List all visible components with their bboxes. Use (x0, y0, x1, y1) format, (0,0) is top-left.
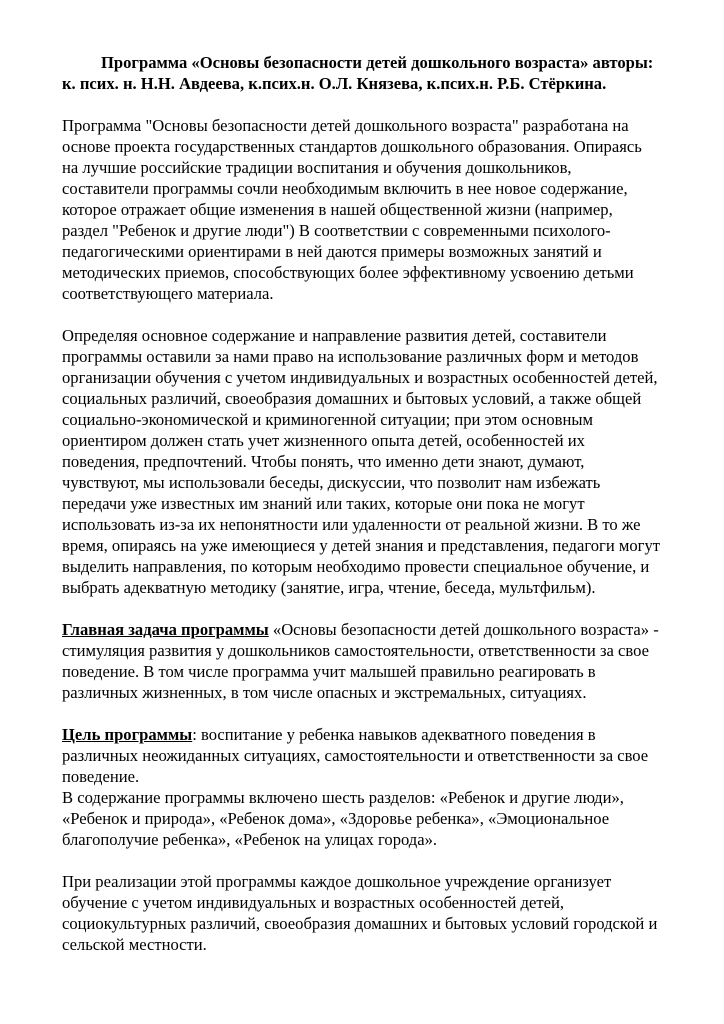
main-task-text: «Основы безопасности детей дошкольного возраста» - стимуляция развития у дошкольников самостоятельности, ответственности за свое поведение. В том числе программа учит малышей правильно реагировать в различных жизненных, в том числе опасных и экстремальных, ситуациях. (62, 620, 659, 702)
paragraph-intro: Программа "Основы безопасности детей дошкольного возраста" разработана на основе проекта государственных стандартов дошкольного образования. Опираясь на лучшие российские традиции воспитания и обучения дошкольников, составители программы сочли необходимым включить в нее новое содержание, которое отражает общие изменения в нашей общественной жизни (например, раздел "Ребенок и другие люди") В соответствии с современными психолого-педагогическими ориентирами в ней даются примеры возможных занятий и методических приемов, способствующих более эффективному усвоению детьми соответствующего материала. (62, 116, 642, 303)
main-task-label: Главная задача программы (62, 620, 269, 639)
goal-text: : воспитание у ребенка навыков адекватного поведения в различных неожиданных ситуациях, самостоятельности и ответственности за свое поведение. (62, 725, 649, 786)
paragraph-goal (62, 724, 662, 850)
paragraph-main-task (62, 619, 662, 703)
sections-line: В содержание программы включено шесть разделов: «Ребенок и другие люди», «Ребенок и природа», «Ребенок дома», «Здоровье ребенка», «Эмоциональное благополучие ребенка», «Ребенок на улицах города». (62, 788, 624, 849)
goal-label: Цель программы (62, 725, 193, 744)
document-title: Программа «Основы безопасности детей дошкольного возраста» авторы: к. псих. н. Н.Н. Авдеева, к.псих.н. О.Л. Князева, к.псих.н. Р.Б. Стёркина. (62, 53, 654, 93)
goal-line (62, 724, 662, 787)
paragraph-implementation: При реализации этой программы каждое дошкольное учреждение организует обучение с учетом индивидуальных и возрастных особенностей детей, социокультурных различий, своеобразия домашних и бытовых условий городской и сельской местности. (62, 872, 658, 954)
paragraph-approach: Определяя основное содержание и направление развития детей, составители программы оставили за нами право на использование различных форм и методов организации обучения с учетом индивидуальных и возрастных особенностей детей, социальных различий, своеобразия домашних и бытовых условий, а также общей социально-экономической и криминогенной ситуации; при этом основным ориентиром должен стать учет жизненного опыта детей, особенностей их поведения, предпочтений. Чтобы понять, что именно дети знают, думают, чувствуют, мы использовали беседы, дискуссии, что позволит нам избежать передачи уже известных им знаний или таких, которые они пока не могут использовать из-за их непонятности или удаленности от реальной жизни. В то же время, опираясь на уже имеющиеся у детей знания и представления, педагоги могут выделить направления, по которым необходимо провести специальное обучение, и выбрать адекватную методику (занятие, игра, чтение, беседа, мультфильм). (62, 326, 660, 597)
